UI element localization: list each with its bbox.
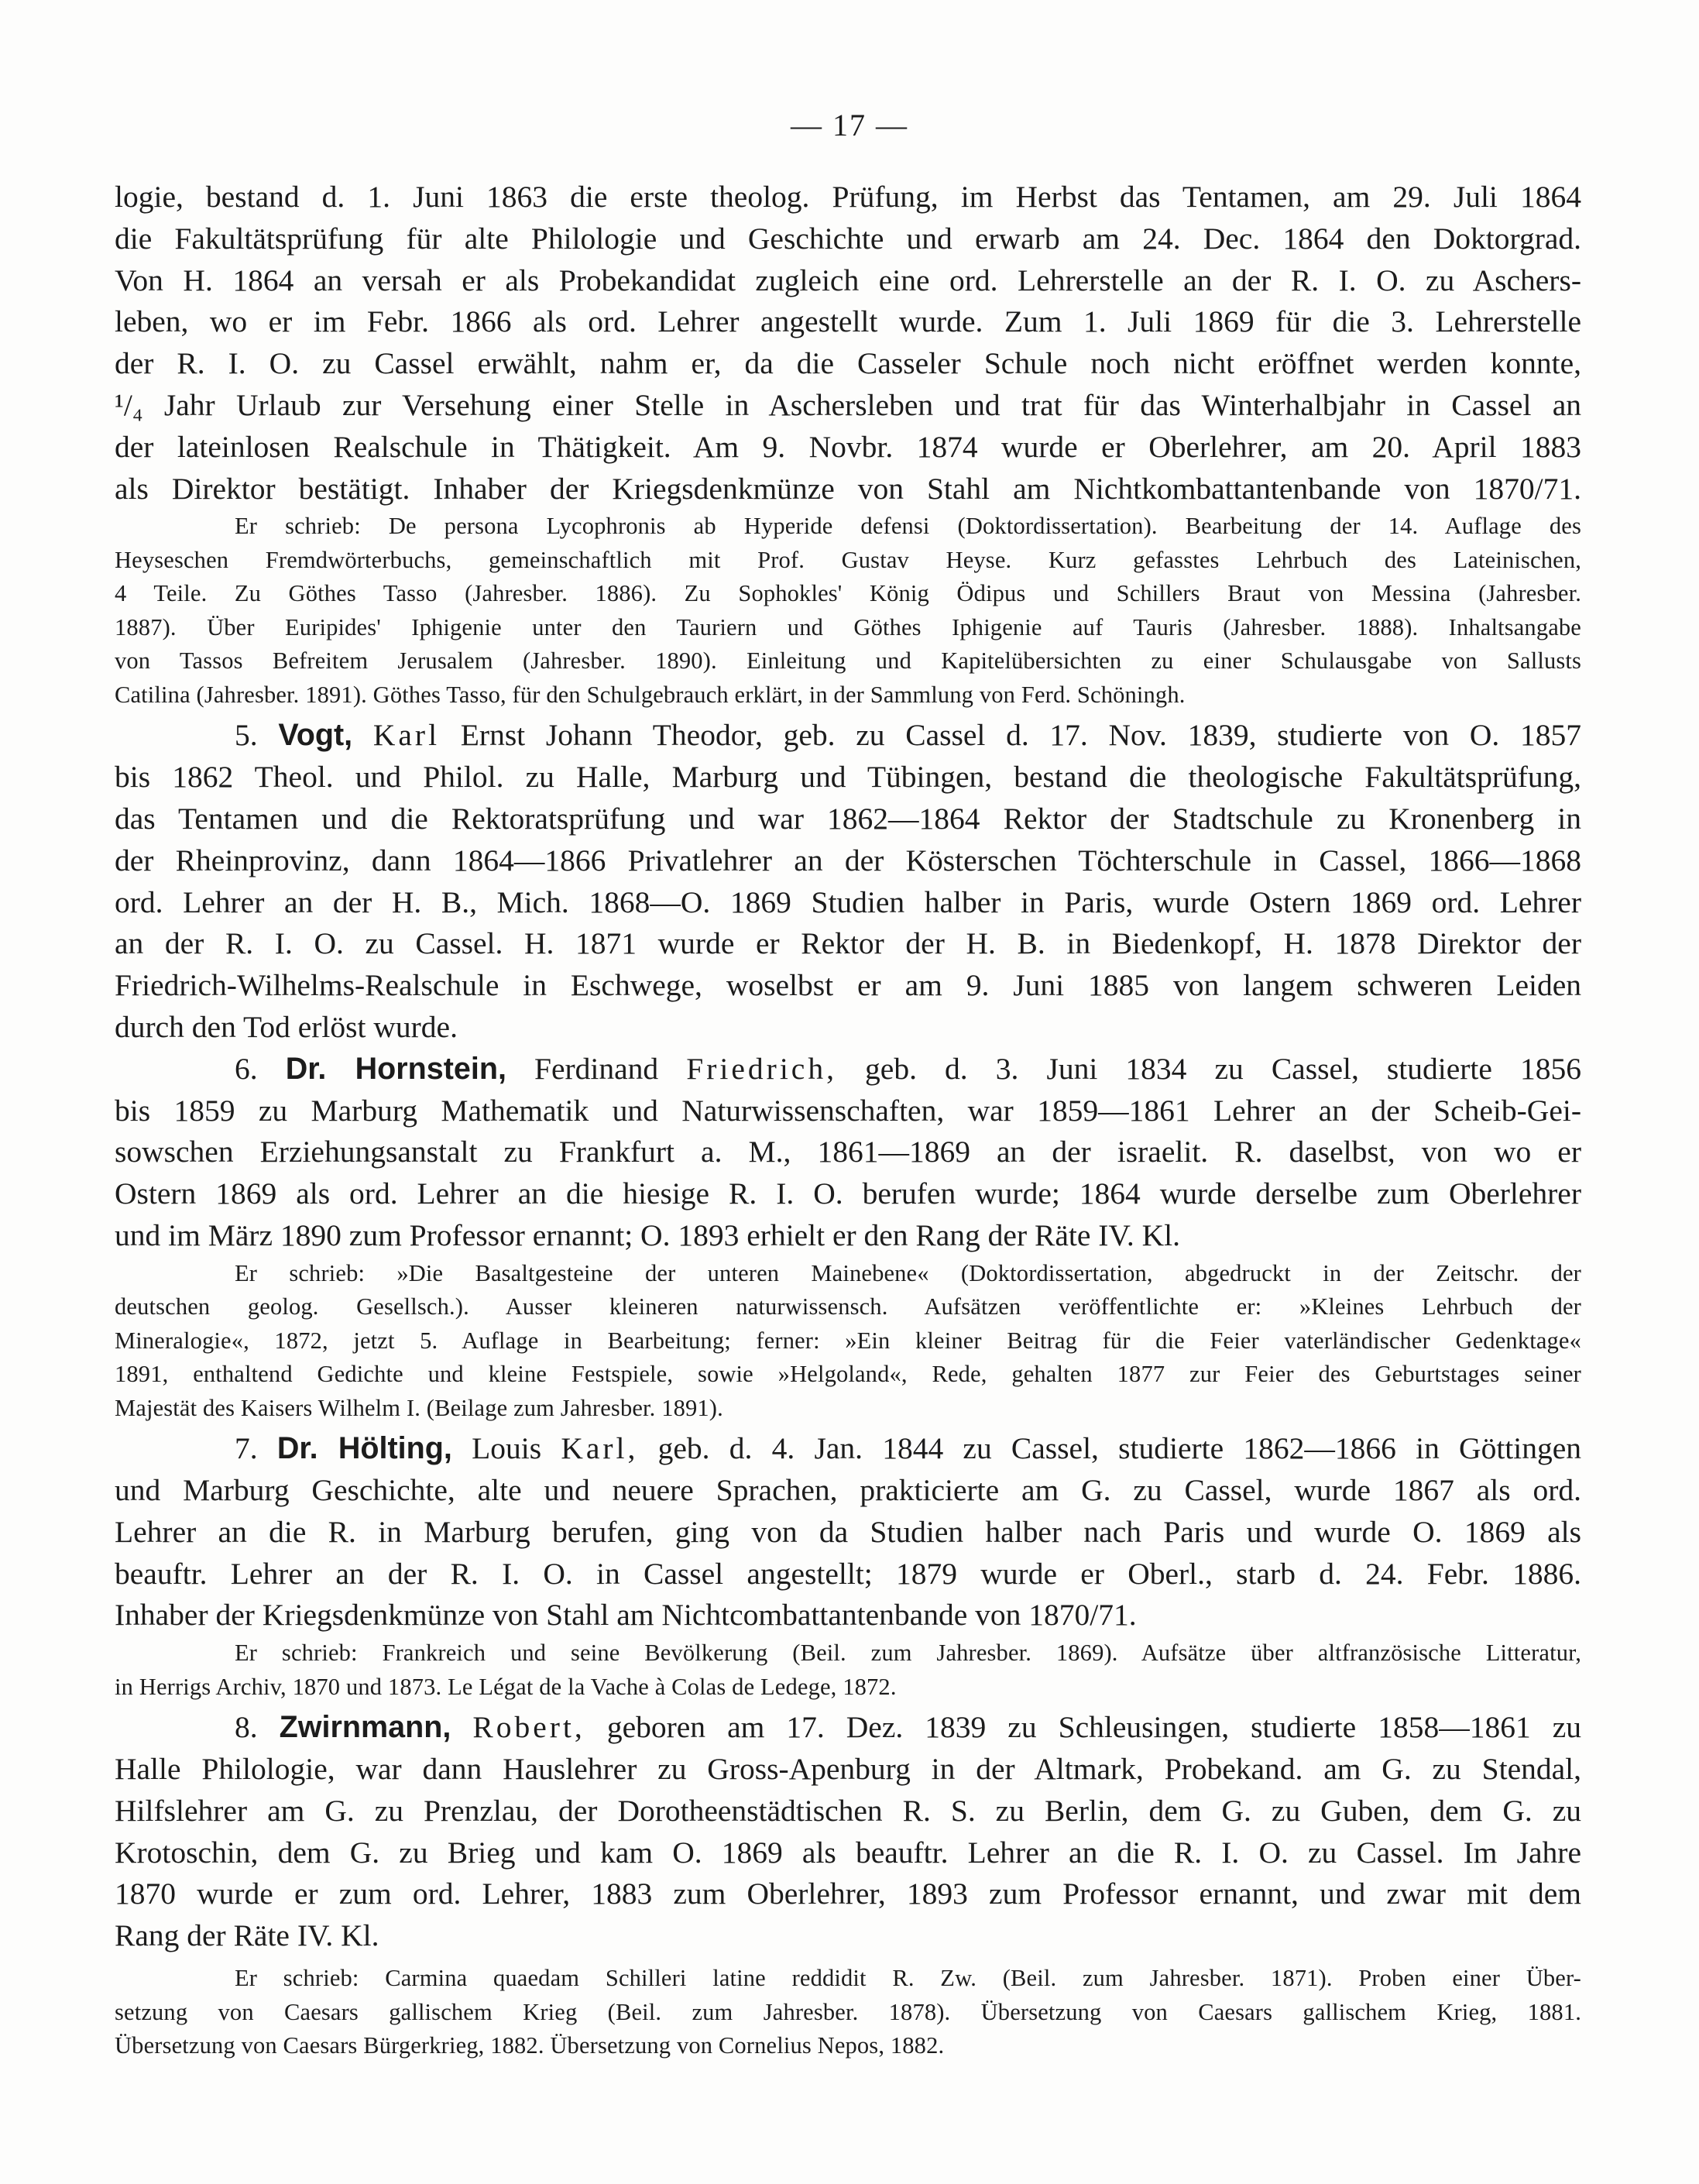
text-line: Halle Philologie, war dann Hauslehrer zu Gross-Apenburg in der Altmark, Probekand. am G. zu Stendal, xyxy=(115,1752,1581,1787)
note-line: in Herrigs Archiv, 1870 und 1873. Le Légat de la Vache à Colas de Ledege, 1872. xyxy=(115,1673,897,1700)
entry-surname: Dr. Hölting, xyxy=(276,1431,452,1466)
text-line: sowschen Erziehungsanstalt zu Frankfurt a. M., 1861—1869 an der israelit. R. daselbst, von wo er xyxy=(115,1135,1581,1169)
text-line: an der R. I. O. zu Cassel. H. 1871 wurde er Rektor der H. B. in Biedenkopf, H. 1878 Direktor der xyxy=(115,926,1581,961)
entry-number: 5. xyxy=(235,718,258,753)
text-line: und Marburg Geschichte, alte und neuere Sprachen, prakticierte am G. zu Cassel, wurde 1867 als ord. xyxy=(115,1473,1581,1508)
publications-note xyxy=(115,1636,1581,1704)
note-line: Majestät des Kaisers Wilhelm I. (Beilage zum Jahresber. 1891). xyxy=(115,1394,723,1421)
publications-note xyxy=(115,510,1581,712)
entry-number: 7. xyxy=(235,1431,258,1466)
note-line: Catilina (Jahresber. 1891). Göthes Tasso, für den Schulgebrauch erklärt, in der Sammlung von Ferd. Schöningh. xyxy=(115,681,1186,708)
text-line: Ernst Johann Theodor, geb. zu Cassel d. 17. Nov. 1839, studierte von O. 1857 xyxy=(460,718,1581,753)
text-line: ord. Lehrer an der H. B., Mich. 1868—O. 1869 Studien halber in Paris, wurde Ostern 1869 ord. Lehrer xyxy=(115,884,1581,919)
text-line: der R. I. O. zu Cassel erwählt, nahm er, da die Casseler Schule noch nicht eröffnet werden konnte, xyxy=(115,346,1581,381)
text-line: Friedrich-Wilhelms-Realschule in Eschwege, woselbst er am 9. Juni 1885 von langem schweren Leiden xyxy=(115,968,1581,1003)
publications-note xyxy=(115,1962,1581,2063)
entry-surname: Dr. Hornstein, xyxy=(285,1051,506,1086)
entry-first-line xyxy=(115,1707,1581,1749)
text-line: durch den Tod erlöst wurde. xyxy=(115,1009,458,1044)
text-line: geboren am 17. Dez. 1839 zu Schleusingen, studierte 1858—1861 zu xyxy=(606,1710,1582,1745)
entry-number: 8. xyxy=(235,1710,258,1745)
entry-given-name: Ferdinand xyxy=(534,1051,659,1086)
text-line: der lateinlosen Realschule in Thätigkeit. Am 9. Novbr. 1874 wurde er Oberlehrer, am 20. April 1883 xyxy=(115,429,1581,464)
text-line: und im März 1890 zum Professor ernannt; O. 1893 erhielt er den Rang der Räte IV. Kl. xyxy=(115,1217,1180,1252)
page-number: — 17 — xyxy=(791,108,908,143)
text-body xyxy=(115,177,1581,2063)
note-line: Mineralogie«, 1872, jetzt 5. Auflage in Bearbeitung; ferner: »Ein kleiner Beitrag für die Feier vaterländischer Gedenktage« xyxy=(115,1327,1581,1354)
note-line: 1891, enthaltend Gedichte und kleine Festspiele, sowie »Helgoland«, Rede, gehalten 1877 zur Feier des Geburtstages seiner xyxy=(115,1361,1581,1388)
entry-first-line xyxy=(115,1428,1581,1470)
note-line: deutschen geolog. Gesellsch.). Ausser kleineren naturwissensch. Aufsätzen veröffentlichte er: »Kleines Lehrbuch der xyxy=(115,1293,1581,1320)
note-line: Er schrieb: De persona Lycophronis ab Hyperide defensi (Doktordissertation). Bearbeitung der 14. Auflage des xyxy=(235,513,1581,540)
paragraph-continuation xyxy=(115,177,1581,510)
text-line: die Fakultätsprüfung für alte Philologie und Geschichte und erwarb am 24. Dec. 1864 den Doktorgrad. xyxy=(115,221,1581,256)
text-line: das Tentamen und die Rektoratsprüfung und war 1862—1864 Rektor der Stadtschule zu Kronenberg in xyxy=(115,801,1581,836)
note-line: von Tassos Befreitem Jerusalem (Jahresber. 1890). Einleitung und Kapitelübersichten zu einer Schulausgabe von Sallusts xyxy=(115,647,1581,675)
biography-entry-7 xyxy=(115,1428,1581,1636)
note-line: Er schrieb: Carmina quaedam Schilleri latine reddidit R. Zw. (Beil. zum Jahresber. 1871). Proben einer Über- xyxy=(235,1965,1581,1991)
biography-entry-6 xyxy=(115,1049,1581,1257)
note-line: Übersetzung von Caesars Bürgerkrieg, 1882. Übersetzung von Cornelius Nepos, 1882. xyxy=(115,2032,945,2059)
text-line: logie, bestand d. 1. Juni 1863 die erste theolog. Prüfung, im Herbst das Tentamen, am 29. Juli 1864 xyxy=(115,180,1581,214)
text-line: Rang der Räte IV. Kl. xyxy=(115,1918,379,1953)
text-line: beauftr. Lehrer an der R. I. O. in Cassel angestellt; 1879 wurde er Oberl., starb d. 24. Febr. 1886. xyxy=(115,1556,1581,1591)
note-line: setzung von Caesars gallischem Krieg (Beil. zum Jahresber. 1878). Übersetzung von Caesars gallischem Krieg, 1881. xyxy=(115,1998,1581,2025)
entry-first-line xyxy=(115,715,1581,757)
publications-note xyxy=(115,1257,1581,1426)
note-line: Er schrieb: »Die Basaltgesteine der unteren Mainebene« (Doktordissertation, abgedruckt in der Zeitschr. der xyxy=(235,1259,1581,1286)
text-line: Von H. 1864 an versah er als Probekandidat zugleich eine ord. Lehrerstelle an der R. I. O. zu Aschers- xyxy=(115,263,1581,297)
entry-surname: Zwirnmann, xyxy=(279,1710,451,1745)
text-line: als Direktor bestätigt. Inhaber der Kriegsdenkmünze von Stahl am Nichtkombattantenbande von 1870/71. xyxy=(115,471,1581,506)
text-line: Inhaber der Kriegsdenkmünze von Stahl am Nichtcombattantenbande von 1870/71. xyxy=(115,1598,1137,1633)
biography-entry-5 xyxy=(115,715,1581,1048)
text-line: bis 1862 Theol. und Philol. zu Halle, Marburg und Tübingen, bestand die theologische Fakultätsprüfung, xyxy=(115,760,1581,795)
text-line: Hilfslehrer am G. zu Prenzlau, der Dorotheenstädtischen R. S. zu Berlin, dem G. zu Guben, dem G. zu xyxy=(115,1793,1581,1828)
entry-first-line xyxy=(115,1049,1581,1090)
biography-entry-8 xyxy=(115,1707,1581,1957)
text-line: geb. d. 4. Jan. 1844 zu Cassel, studierte 1862—1866 in Göttingen xyxy=(657,1431,1582,1466)
text-line: bis 1859 zu Marburg Mathematik und Naturwissenschaften, war 1859—1861 Lehrer an der Scheib-Gei- xyxy=(115,1093,1581,1128)
entry-given-name: Karl xyxy=(372,718,441,753)
entry-given-name-spaced: Karl, xyxy=(561,1431,639,1466)
note-line: Er schrieb: Frankreich und seine Bevölkerung (Beil. zum Jahresber. 1869). Aufsätze über altfranzösische Litteratur, xyxy=(235,1640,1581,1667)
text-line: der Rheinprovinz, dann 1864—1866 Privatlehrer an der Kösterschen Töchterschule in Cassel, 1866—1868 xyxy=(115,843,1581,877)
note-line: Heyseschen Fremdwörterbuchs, gemeinschaftlich mit Prof. Gustav Heyse. Kurz gefasstes Lehrbuch des Lateinischen, xyxy=(115,546,1581,573)
entry-number: 6. xyxy=(235,1051,258,1086)
text-line: Lehrer an die R. in Marburg berufen, ging von da Studien halber nach Paris und wurde O. 1869 als xyxy=(115,1514,1581,1549)
note-line: 4 Teile. Zu Göthes Tasso (Jahresber. 1886). Zu Sophokles' König Ödipus und Schillers Braut von Messina (Jahresber. xyxy=(115,580,1581,607)
note-line: 1887). Über Euripides' Iphigenie unter den Tauriern und Göthes Iphigenie auf Tauris (Jahresber. 1888). Inhaltsangabe xyxy=(115,613,1581,640)
entry-given-name: Robert, xyxy=(472,1710,585,1745)
text-line: Krotoschin, dem G. zu Brieg und kam O. 1869 als beauftr. Lehrer an die R. I. O. zu Cassel. Im Jahre xyxy=(115,1835,1581,1870)
text-line: 1870 wurde er zum ord. Lehrer, 1883 zum Oberlehrer, 1893 zum Professor ernannt, und zwar mit dem xyxy=(115,1877,1581,1911)
text-line: leben, wo er im Febr. 1866 als ord. Lehrer angestellt wurde. Zum 1. Juli 1869 für die 3. Lehrerstelle xyxy=(115,304,1581,339)
entry-surname: Vogt, xyxy=(278,718,353,753)
text-line: ¹/₄ Jahr Urlaub zur Versehung einer Stelle in Aschersleben und trat für das Winterhalbjahr in Cassel an xyxy=(115,387,1581,422)
entry-given-name: Louis xyxy=(472,1431,542,1466)
text-line: Ostern 1869 als ord. Lehrer an die hiesige R. I. O. berufen wurde; 1864 wurde derselbe zum Oberlehrer xyxy=(115,1176,1581,1211)
entry-given-name-spaced: Friedrich, xyxy=(686,1051,837,1086)
text-line: geb. d. 3. Juni 1834 zu Cassel, studierte 1856 xyxy=(865,1051,1582,1086)
